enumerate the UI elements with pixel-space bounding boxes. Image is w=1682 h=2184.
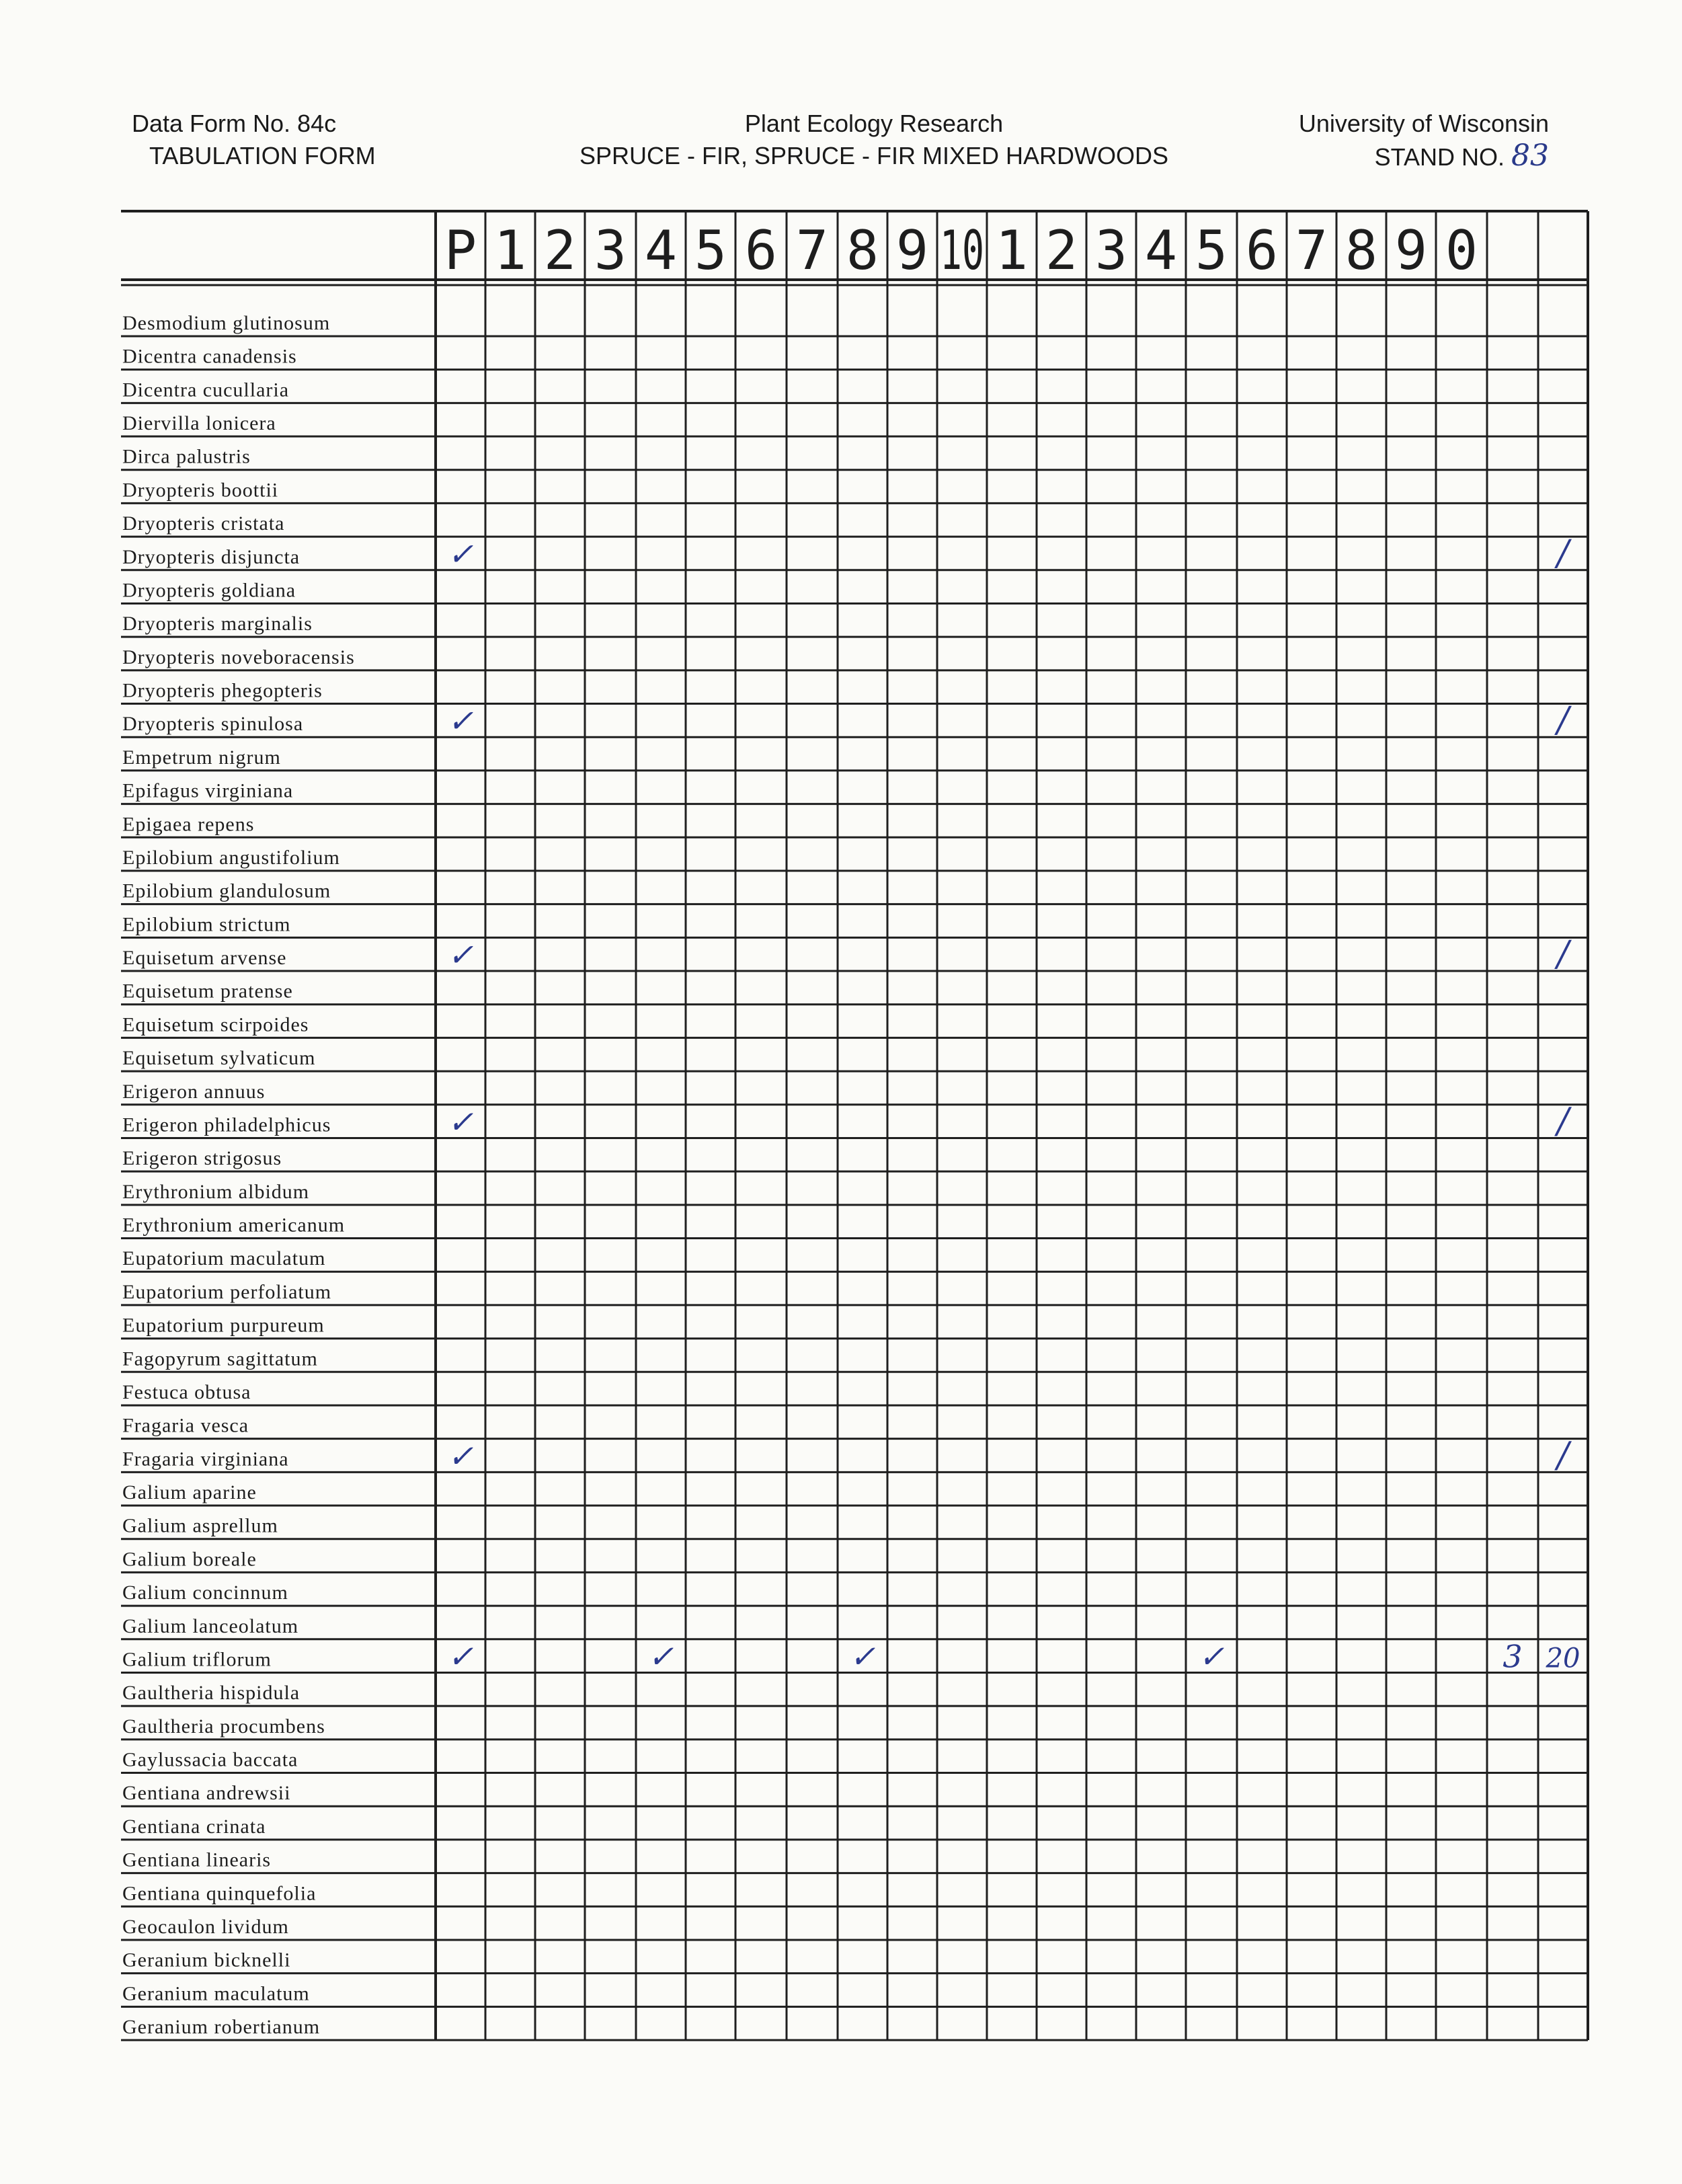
tally-mark: / bbox=[1557, 700, 1569, 741]
species-name: Erythronium americanum bbox=[122, 1214, 346, 1237]
column-heading: 8 bbox=[846, 219, 879, 282]
stand-number-label: STAND NO. bbox=[1374, 143, 1505, 171]
column-heading: 9 bbox=[1394, 219, 1428, 282]
column-heading: 1 bbox=[995, 219, 1029, 282]
species-name: Epilobium glandulosum bbox=[122, 880, 331, 902]
species-name: Galium concinnum bbox=[122, 1582, 288, 1604]
column-heading: 9 bbox=[895, 219, 929, 282]
column-heading: 8 bbox=[1345, 219, 1378, 282]
column-heading: 6 bbox=[1245, 219, 1279, 282]
species-name: Gentiana linearis bbox=[122, 1848, 272, 1871]
org-title: Plant Ecology Research bbox=[744, 110, 1004, 137]
species-name: Gaultheria procumbens bbox=[122, 1715, 325, 1738]
column-heading: 4 bbox=[644, 219, 678, 282]
species-name: Equisetum arvense bbox=[122, 947, 287, 970]
column-heading: 10 bbox=[940, 219, 984, 282]
species-name: Equisetum pratense bbox=[122, 980, 293, 1003]
tally-mark: ✓ bbox=[849, 1638, 876, 1675]
species-name: Eupatorium maculatum bbox=[122, 1247, 326, 1270]
species-name: Equisetum sylvaticum bbox=[122, 1047, 316, 1070]
tally-mark: / bbox=[1557, 1435, 1569, 1476]
species-name: Dryopteris marginalis bbox=[122, 613, 313, 635]
species-name: Epifagus virginiana bbox=[122, 779, 294, 802]
university-name: University of Wisconsin bbox=[1298, 110, 1549, 137]
tally-mark: / bbox=[1557, 533, 1569, 574]
species-name: Dryopteris boottii bbox=[122, 479, 279, 502]
species-name: Dryopteris spinulosa bbox=[122, 713, 304, 736]
species-name: Galium asprellum bbox=[122, 1514, 278, 1537]
tally-mark: ✓ bbox=[447, 1638, 474, 1675]
column-heading: 7 bbox=[1295, 219, 1328, 282]
tally-mark: ✓ bbox=[447, 1438, 474, 1475]
column-heading: 7 bbox=[795, 219, 829, 282]
tally-mark: ✓ bbox=[447, 535, 474, 572]
species-name: Fragaria vesca bbox=[122, 1414, 249, 1437]
column-heading: P bbox=[444, 219, 477, 282]
species-name: Erythronium albidum bbox=[122, 1180, 310, 1203]
species-name: Epilobium strictum bbox=[122, 913, 291, 936]
column-heading: 6 bbox=[744, 219, 778, 282]
species-name: Geranium maculatum bbox=[122, 1982, 310, 2005]
species-name: Dirca palustris bbox=[122, 445, 251, 468]
species-name: Dicentra cucullaria bbox=[122, 379, 290, 401]
species-name: Festuca obtusa bbox=[122, 1380, 251, 1403]
species-name: Desmodium glutinosum bbox=[122, 312, 331, 334]
column-heading: 2 bbox=[1045, 219, 1078, 282]
column-heading: 3 bbox=[1094, 219, 1128, 282]
species-name: Dryopteris goldiana bbox=[122, 579, 296, 602]
column-heading: 5 bbox=[1195, 219, 1228, 282]
tally-mark: 20 bbox=[1546, 1643, 1580, 1674]
species-name: Erigeron philadelphicus bbox=[122, 1114, 331, 1136]
species-name: Eupatorium perfoliatum bbox=[122, 1280, 332, 1303]
tally-mark: ✓ bbox=[447, 1103, 474, 1140]
species-name: Dryopteris noveboracensis bbox=[122, 646, 355, 668]
species-name: Gentiana andrewsii bbox=[122, 1782, 291, 1805]
species-name: Fragaria virginiana bbox=[122, 1448, 289, 1471]
column-heading: 5 bbox=[694, 219, 727, 282]
column-heading: 3 bbox=[594, 219, 627, 282]
tally-mark: / bbox=[1557, 934, 1569, 975]
species-name: Fagopyrum sagittatum bbox=[122, 1348, 318, 1370]
species-name: Epilobium angustifolium bbox=[122, 846, 340, 869]
species-name: Galium triflorum bbox=[122, 1648, 272, 1671]
form-number: Data Form No. 84c bbox=[132, 110, 337, 137]
species-name: Empetrum nigrum bbox=[122, 746, 281, 769]
form-type: TABULATION FORM bbox=[149, 142, 376, 169]
species-name: Erigeron strigosus bbox=[122, 1147, 282, 1170]
species-name: Erigeron annuus bbox=[122, 1080, 266, 1103]
species-name: Dryopteris disjuncta bbox=[122, 545, 301, 568]
species-name: Eupatorium purpureum bbox=[122, 1314, 325, 1337]
species-name: Equisetum scirpoides bbox=[122, 1013, 309, 1036]
column-heading: 0 bbox=[1445, 219, 1478, 282]
tally-mark: ✓ bbox=[647, 1638, 674, 1675]
form-subtitle: SPRUCE - FIR, SPRUCE - FIR MIXED HARDWOODS bbox=[579, 142, 1169, 169]
tally-mark: ✓ bbox=[1198, 1638, 1225, 1675]
species-name: Galium boreale bbox=[122, 1548, 257, 1571]
species-name: Diervilla lonicera bbox=[122, 412, 276, 435]
tally-mark: 3 bbox=[1503, 1638, 1523, 1675]
species-name: Gaultheria hispidula bbox=[122, 1682, 301, 1705]
tally-mark: ✓ bbox=[447, 937, 474, 974]
species-name: Epigaea repens bbox=[122, 813, 255, 836]
species-name: Geranium robertianum bbox=[122, 2016, 321, 2038]
column-heading: 4 bbox=[1144, 219, 1178, 282]
species-name: Galium lanceolatum bbox=[122, 1614, 299, 1637]
tally-mark: / bbox=[1557, 1101, 1569, 1142]
species-name: Geocaulon lividum bbox=[122, 1915, 289, 1938]
species-name: Geranium bicknelli bbox=[122, 1949, 291, 1972]
species-name: Gentiana crinata bbox=[122, 1815, 266, 1838]
species-name: Gentiana quinquefolia bbox=[122, 1882, 317, 1905]
species-name: Gaylussacia baccata bbox=[122, 1748, 298, 1771]
species-name: Dryopteris cristata bbox=[122, 512, 285, 535]
species-name: Dicentra canadensis bbox=[122, 345, 297, 368]
stand-number-value: 83 bbox=[1511, 139, 1549, 173]
tally-mark: ✓ bbox=[447, 703, 474, 740]
column-heading: 2 bbox=[543, 219, 577, 282]
column-heading: 1 bbox=[493, 219, 527, 282]
species-name: Dryopteris phegopteris bbox=[122, 679, 323, 702]
species-name: Galium aparine bbox=[122, 1481, 257, 1504]
